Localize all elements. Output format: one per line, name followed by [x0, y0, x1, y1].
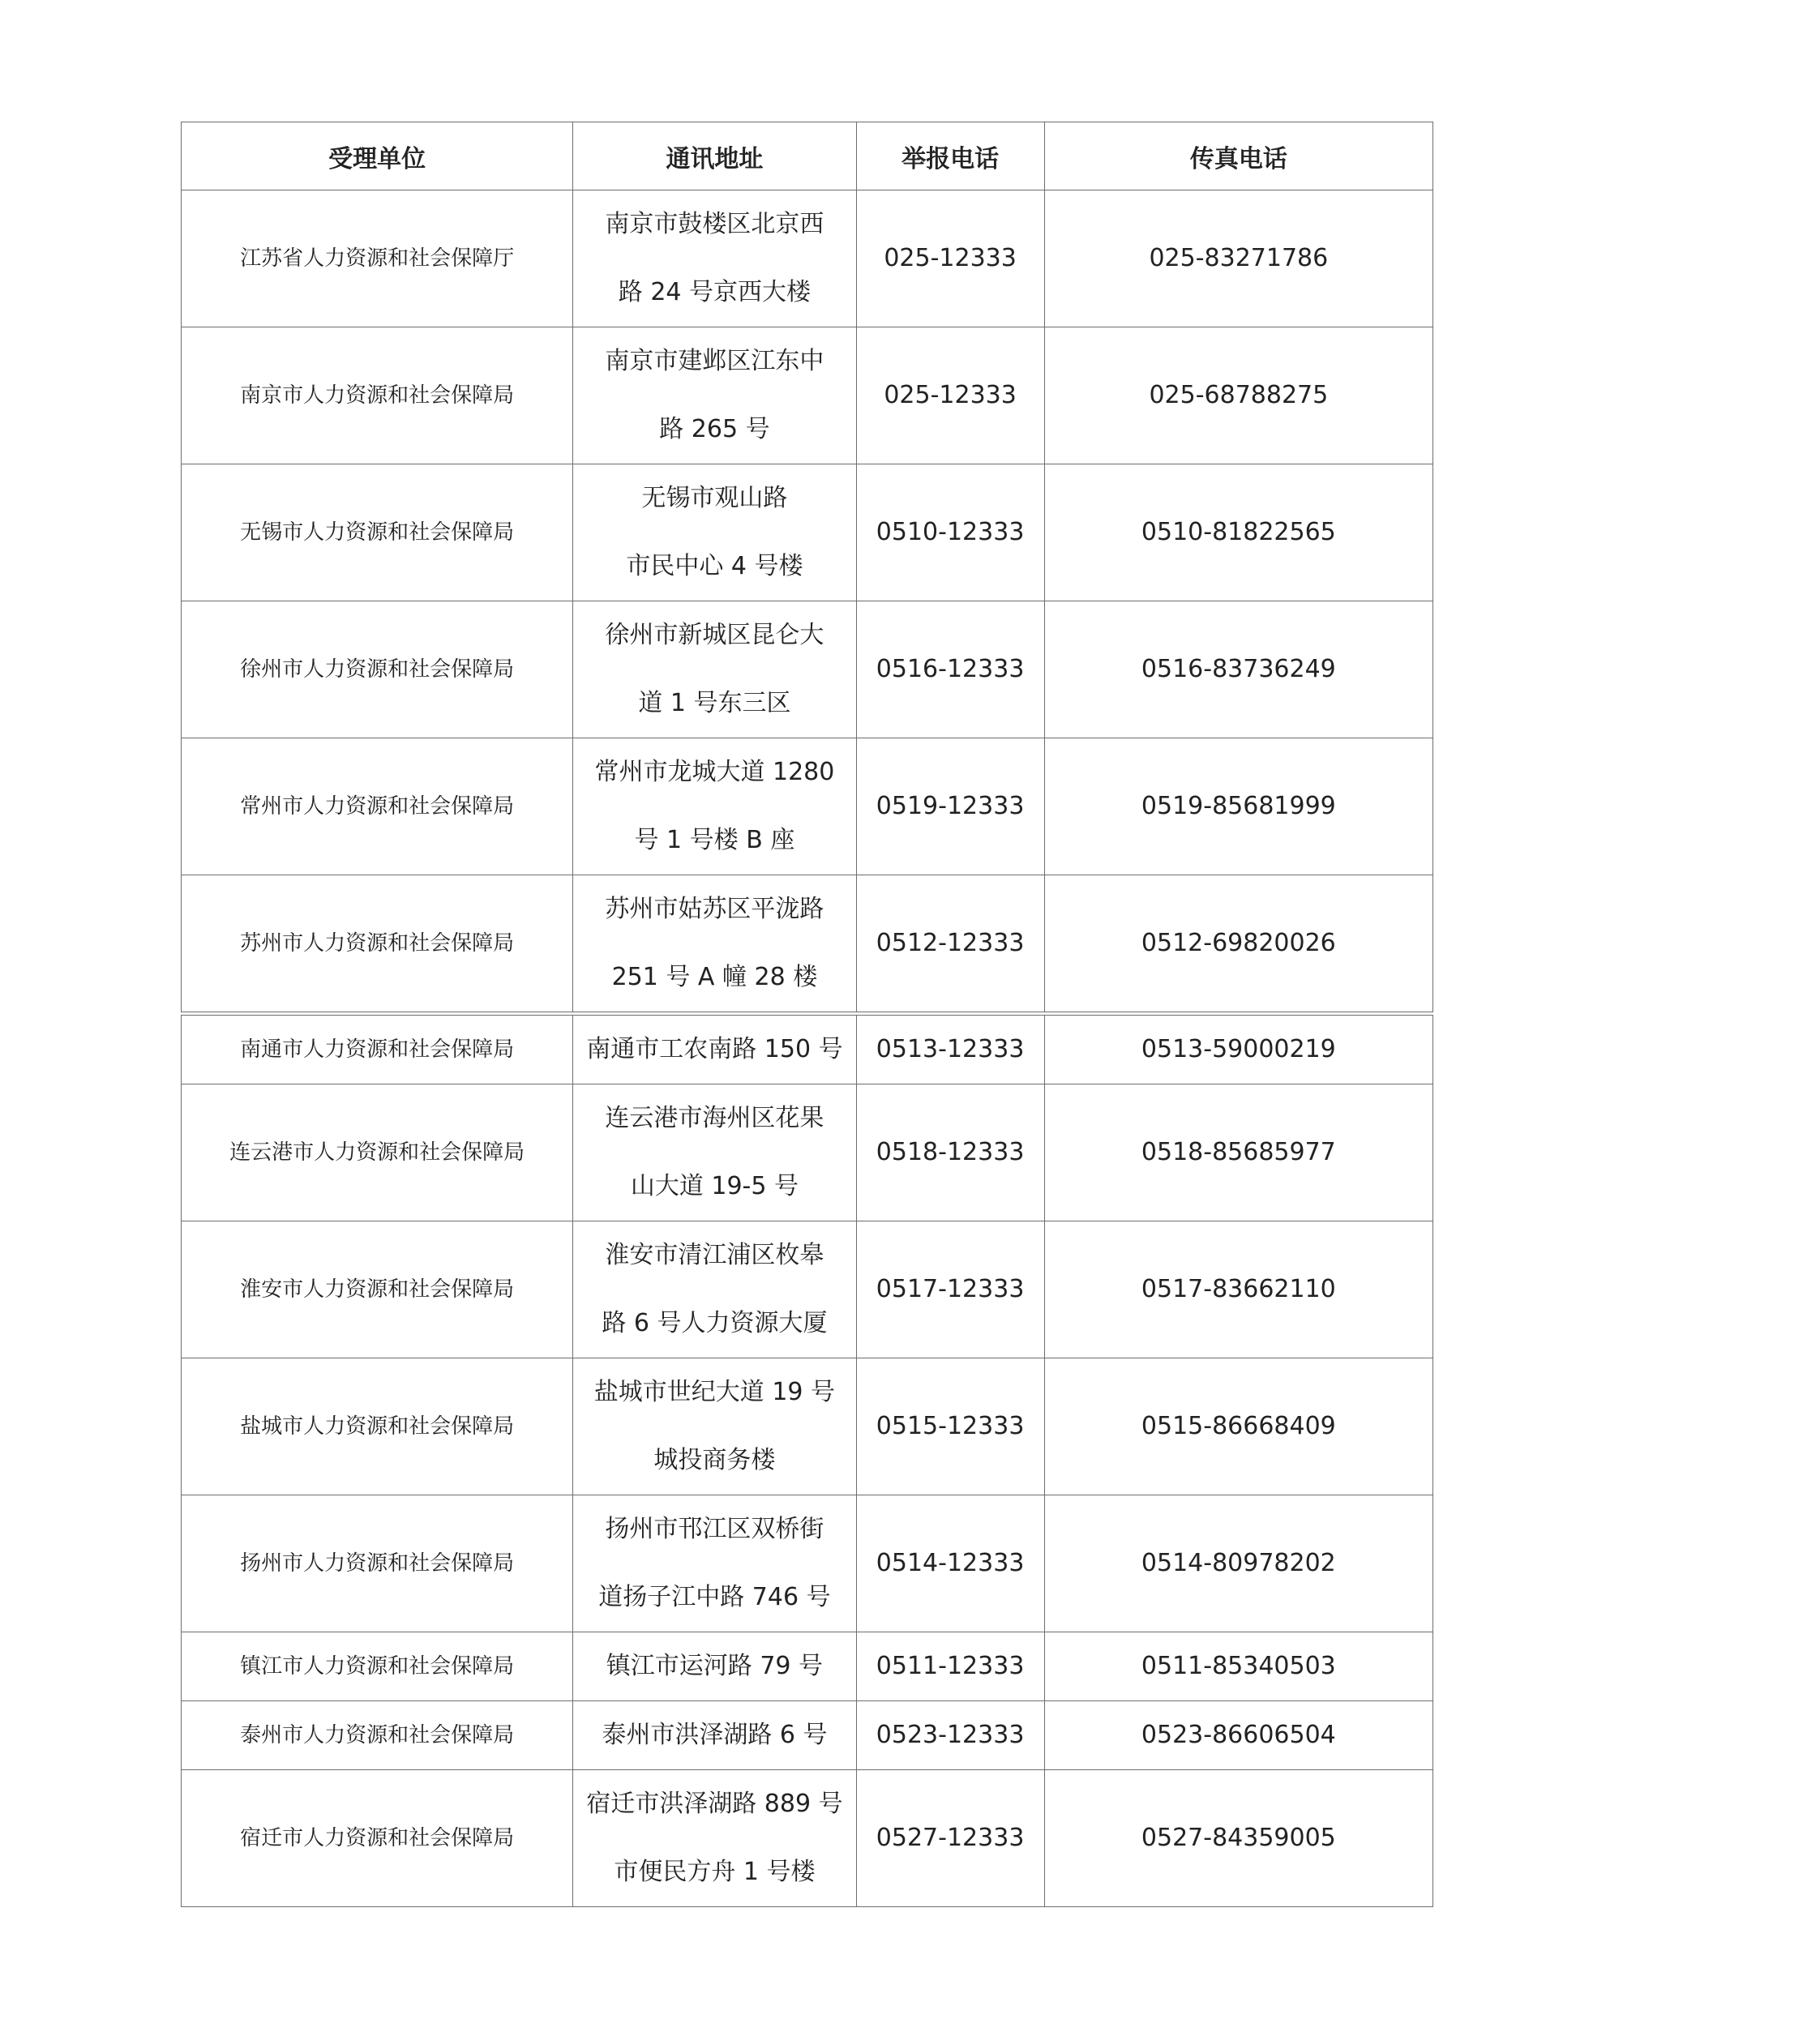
address-line-1: 南通市工农南路 150 号 [586, 1035, 843, 1063]
report-phone-cell: 0512-12333 [856, 875, 1044, 1012]
report-phone-cell: 0511-12333 [856, 1632, 1044, 1701]
address-cell [573, 327, 856, 464]
fax-cell: 0510-81822565 [1044, 464, 1432, 601]
unit-cell: 泰州市人力资源和社会保障局 [182, 1701, 573, 1770]
report-phone-cell: 0514-12333 [856, 1495, 1044, 1632]
fax-cell: 0516-83736249 [1044, 601, 1432, 738]
unit-cell: 南通市人力资源和社会保障局 [182, 1016, 573, 1084]
address-line-2: 道扬子江中路 746 号 [598, 1583, 831, 1611]
address-cell [573, 1084, 856, 1221]
unit-cell: 常州市人力资源和社会保障局 [182, 738, 573, 875]
address-cell [573, 1495, 856, 1632]
address-cell [573, 1701, 856, 1770]
fax-cell: 0513-59000219 [1044, 1016, 1432, 1084]
address-line-1: 镇江市运河路 79 号 [606, 1652, 824, 1680]
header-unit: 受理单位 [182, 122, 573, 190]
address-line-1: 扬州市邗江区双桥街 [605, 1515, 824, 1543]
table-row [182, 1221, 1433, 1358]
fax-cell: 0515-86668409 [1044, 1358, 1432, 1495]
address-line-1: 徐州市新城区昆仑大 [605, 621, 824, 649]
address-cell [573, 1016, 856, 1084]
fax-cell: 0523-86606504 [1044, 1701, 1432, 1770]
address-line-2: 路 265 号 [659, 415, 770, 443]
table-row [182, 875, 1433, 1012]
unit-cell: 苏州市人力资源和社会保障局 [182, 875, 573, 1012]
contact-table-part-2 [181, 1015, 1433, 1907]
unit-cell: 无锡市人力资源和社会保障局 [182, 464, 573, 601]
report-phone-cell: 0527-12333 [856, 1770, 1044, 1907]
table-row [182, 1358, 1433, 1495]
address-line-2: 路 6 号人力资源大厦 [602, 1309, 828, 1337]
fax-cell: 025-68788275 [1044, 327, 1432, 464]
table-row [182, 738, 1433, 875]
unit-cell: 淮安市人力资源和社会保障局 [182, 1221, 573, 1358]
table-row [182, 1016, 1433, 1084]
address-line-1: 盐城市世纪大道 19 号 [593, 1378, 836, 1406]
fax-cell: 0514-80978202 [1044, 1495, 1432, 1632]
report-phone-cell: 0517-12333 [856, 1221, 1044, 1358]
unit-cell: 宿迁市人力资源和社会保障局 [182, 1770, 573, 1907]
fax-cell: 0512-69820026 [1044, 875, 1432, 1012]
contact-table-part-1 [181, 122, 1433, 1012]
report-phone-cell: 025-12333 [856, 190, 1044, 327]
address-line-2: 号 1 号楼 B 座 [634, 826, 795, 854]
address-cell [573, 1358, 856, 1495]
unit-cell: 镇江市人力资源和社会保障局 [182, 1632, 573, 1701]
report-phone-cell: 0523-12333 [856, 1701, 1044, 1770]
address-line-1: 连云港市海州区花果 [605, 1104, 824, 1132]
report-phone-cell: 0513-12333 [856, 1016, 1044, 1084]
unit-cell: 扬州市人力资源和社会保障局 [182, 1495, 573, 1632]
table-row [182, 1770, 1433, 1907]
report-phone-cell: 025-12333 [856, 327, 1044, 464]
fax-cell: 0519-85681999 [1044, 738, 1432, 875]
address-line-1: 淮安市清江浦区枚皋 [605, 1241, 824, 1269]
header-fax: 传真电话 [1044, 122, 1432, 190]
table-row [182, 1701, 1433, 1770]
address-line-1: 南京市鼓楼区北京西 [605, 210, 824, 238]
address-line-1: 常州市龙城大道 1280 [594, 758, 835, 786]
report-phone-cell: 0518-12333 [856, 1084, 1044, 1221]
table-row [182, 1495, 1433, 1632]
table-row [182, 601, 1433, 738]
table-row [182, 190, 1433, 327]
address-line-1: 苏州市姑苏区平泷路 [605, 895, 824, 923]
unit-cell: 盐城市人力资源和社会保障局 [182, 1358, 573, 1495]
report-phone-cell: 0516-12333 [856, 601, 1044, 738]
unit-cell: 徐州市人力资源和社会保障局 [182, 601, 573, 738]
report-phone-cell: 0515-12333 [856, 1358, 1044, 1495]
unit-cell: 江苏省人力资源和社会保障厅 [182, 190, 573, 327]
fax-cell: 0527-84359005 [1044, 1770, 1432, 1907]
table-row [182, 327, 1433, 464]
header-address: 通讯地址 [573, 122, 856, 190]
address-line-2: 市便民方舟 1 号楼 [614, 1858, 816, 1886]
address-line-2: 道 1 号东三区 [638, 689, 791, 717]
address-cell [573, 1221, 856, 1358]
table-row [182, 1084, 1433, 1221]
address-line-2: 市民中心 4 号楼 [626, 552, 803, 580]
address-line-2: 城投商务楼 [653, 1446, 776, 1474]
address-line-2: 251 号 A 幢 28 楼 [611, 963, 818, 991]
address-line-1: 无锡市观山路 [641, 484, 788, 512]
address-line-1: 宿迁市洪泽湖路 889 号 [586, 1790, 843, 1818]
address-cell [573, 190, 856, 327]
address-cell [573, 1770, 856, 1907]
fax-cell: 025-83271786 [1044, 190, 1432, 327]
header-report-phone: 举报电话 [856, 122, 1044, 190]
report-phone-cell: 0510-12333 [856, 464, 1044, 601]
fax-cell: 0511-85340503 [1044, 1632, 1432, 1701]
table-row [182, 464, 1433, 601]
address-line-2: 路 24 号京西大楼 [618, 278, 812, 306]
fax-cell: 0518-85685977 [1044, 1084, 1432, 1221]
address-line-2: 山大道 19-5 号 [630, 1172, 799, 1200]
address-cell [573, 1632, 856, 1701]
address-line-1: 南京市建邺区江东中 [605, 347, 824, 375]
address-cell [573, 875, 856, 1012]
address-line-1: 泰州市洪泽湖路 6 号 [602, 1721, 828, 1749]
address-cell [573, 738, 856, 875]
table-row [182, 1632, 1433, 1701]
unit-cell: 南京市人力资源和社会保障局 [182, 327, 573, 464]
unit-cell: 连云港市人力资源和社会保障局 [182, 1084, 573, 1221]
fax-cell: 0517-83662110 [1044, 1221, 1432, 1358]
header-row [182, 122, 1433, 190]
address-cell [573, 464, 856, 601]
report-phone-cell: 0519-12333 [856, 738, 1044, 875]
address-cell [573, 601, 856, 738]
